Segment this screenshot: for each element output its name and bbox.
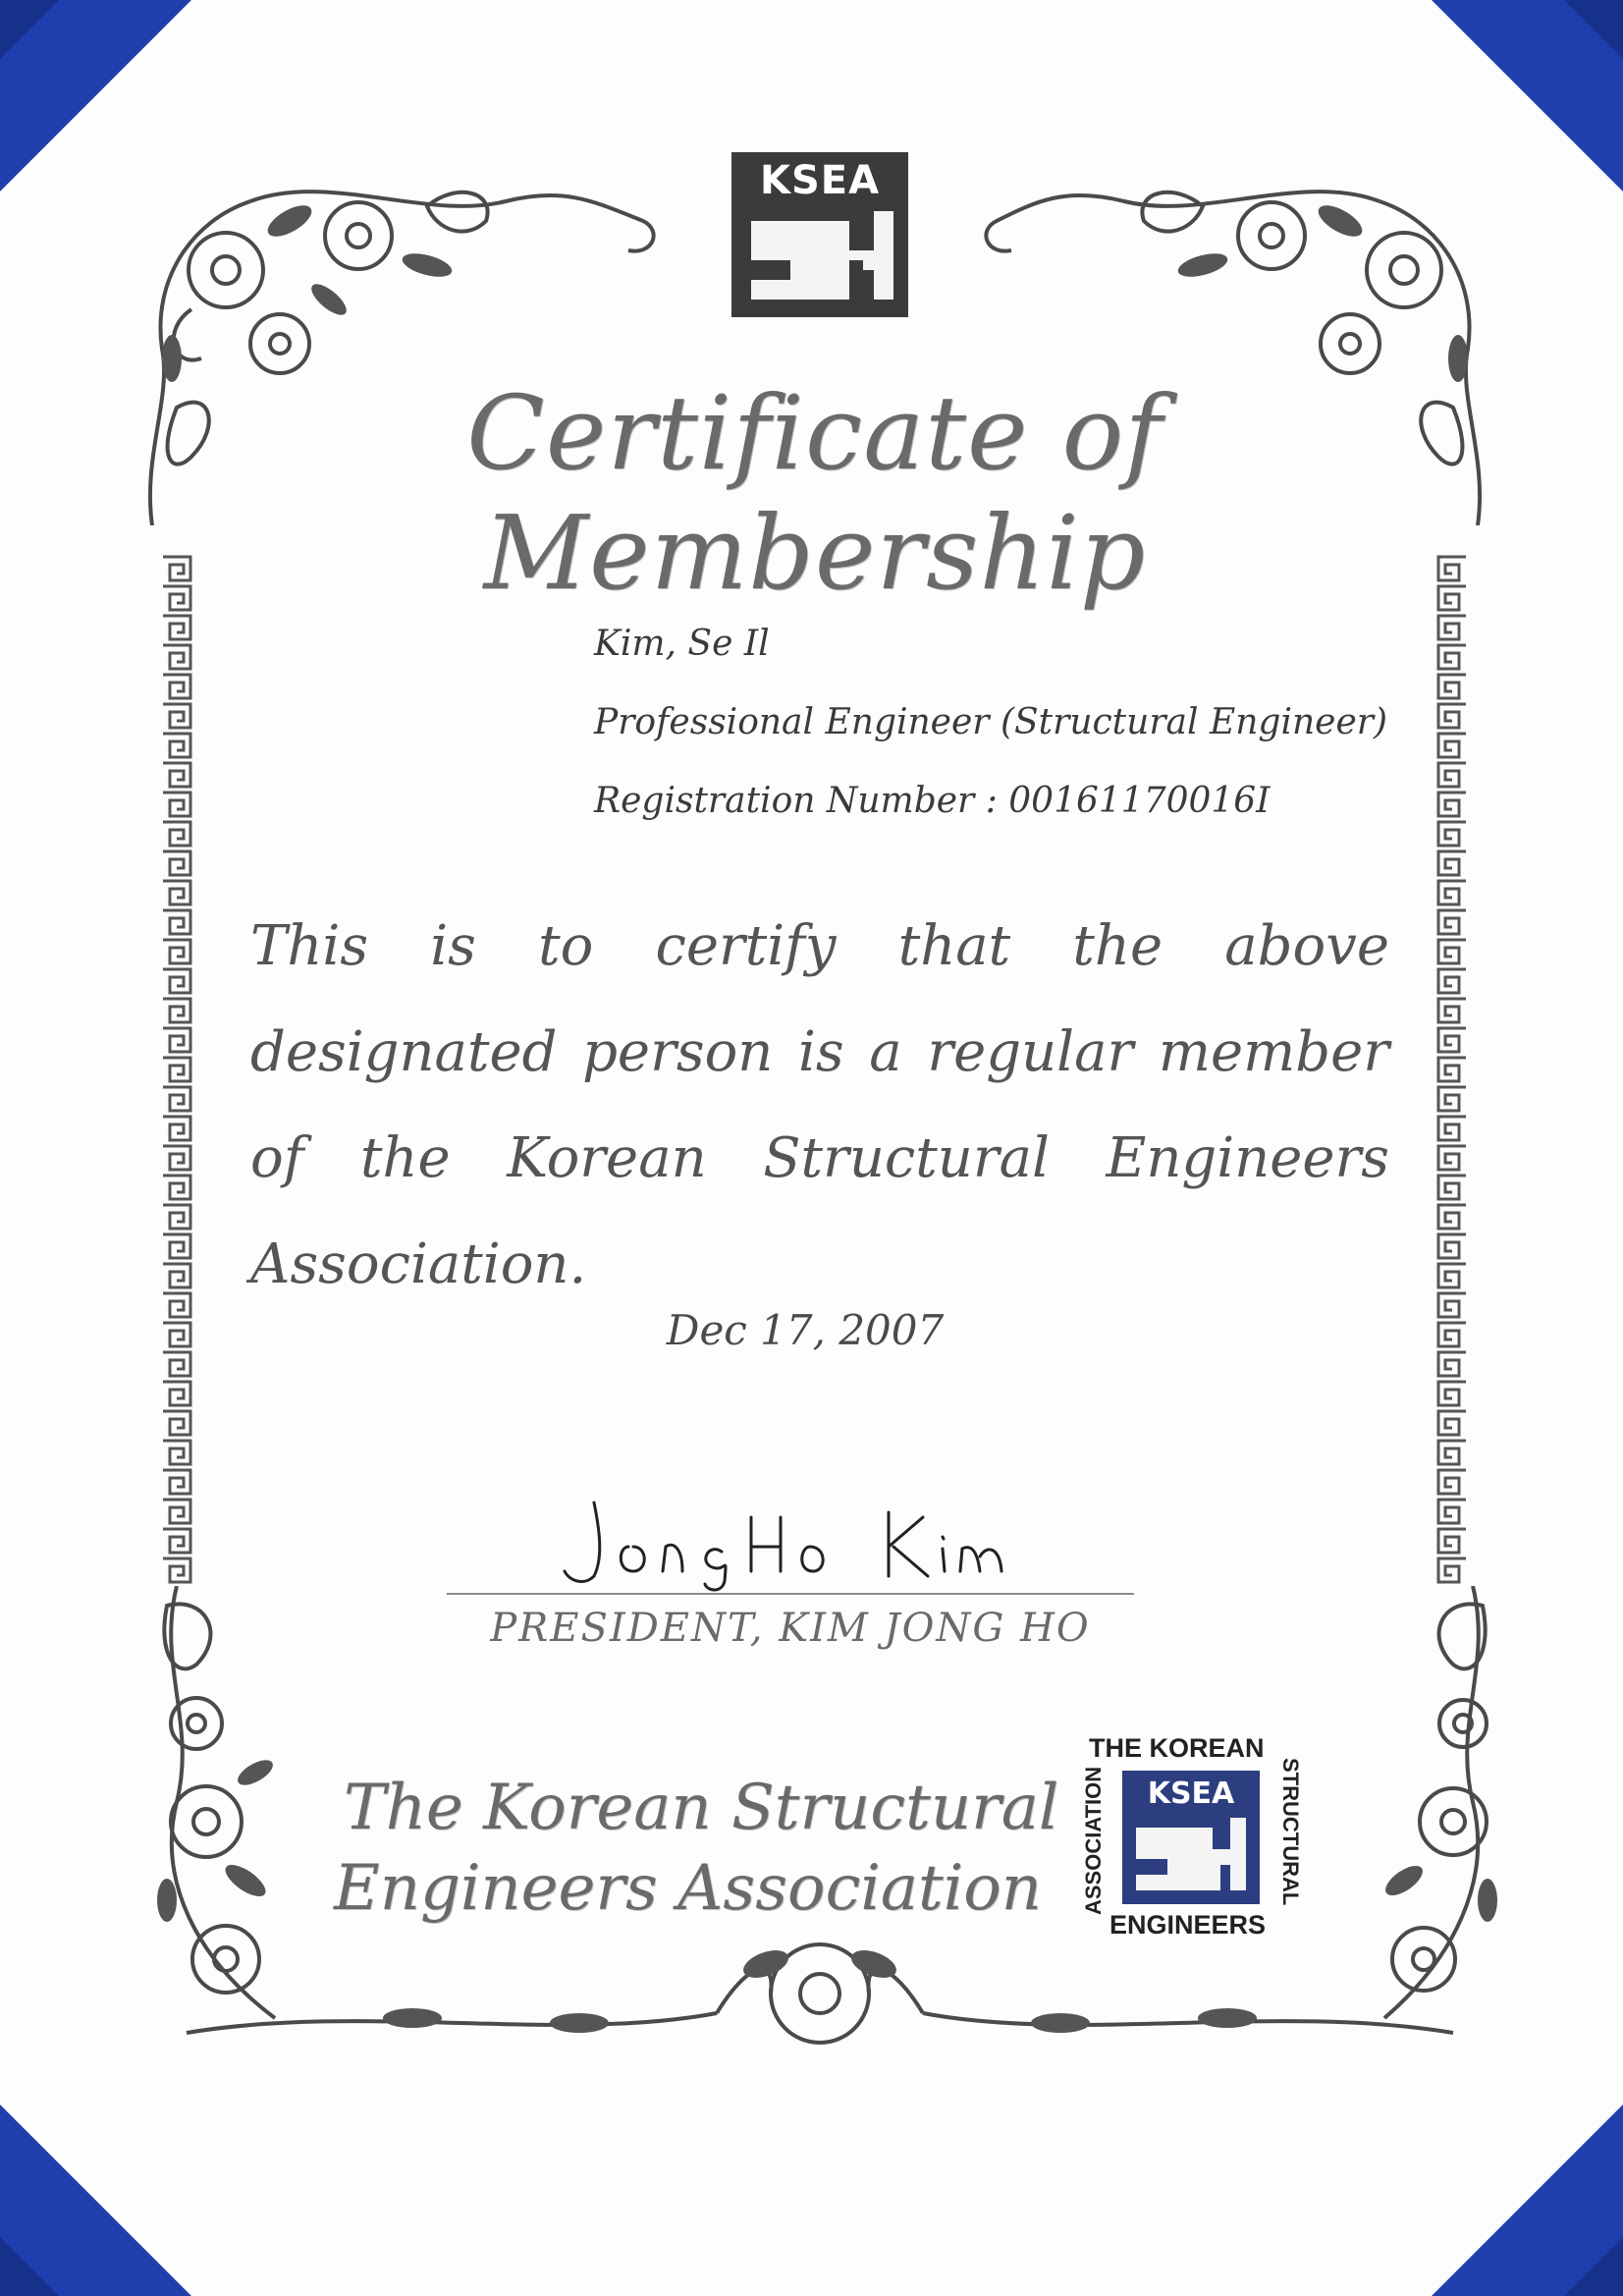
association-name-line-2: Engineers Association xyxy=(334,1852,1042,1925)
ksea-logo-icon xyxy=(731,152,908,317)
member-info xyxy=(594,617,1438,852)
seal-text-left: ASSOCIATION xyxy=(1081,1766,1106,1915)
seal-text-bottom: ENGINEERS xyxy=(1109,1910,1267,1940)
floral-ornament-icon xyxy=(167,1925,1473,2062)
signature-line xyxy=(447,1593,1134,1595)
member-profession: Professional Engineer (Structural Engineer) xyxy=(594,702,1388,742)
registration-number: Registration Number : 00161170016I xyxy=(594,781,1271,821)
seal-text-right: STRUCTURAL xyxy=(1278,1757,1303,1906)
association-seal xyxy=(1081,1733,1303,1940)
greek-key-border-icon xyxy=(1435,555,1469,1586)
member-name: Kim, Se Il xyxy=(594,624,770,664)
association-name xyxy=(334,1768,1060,1929)
certificate-title: Certificate of Membership xyxy=(466,373,1163,613)
greek-key-border-icon xyxy=(160,555,193,1586)
association-name-line-1: The Korean Structural xyxy=(344,1772,1059,1844)
seal-text-top: THE KOREAN xyxy=(1089,1733,1265,1763)
ksea-logo-icon xyxy=(1122,1771,1260,1904)
issue-date: Dec 17, 2007 xyxy=(666,1306,945,1354)
signatory-title: PRESIDENT, KIM JONG HO xyxy=(490,1606,1091,1651)
logo-label: KSEA xyxy=(759,158,881,203)
ribbon-corner-icon xyxy=(0,2041,255,2296)
certification-statement: This is to certify that the above designated person is a regular member of the Korean Structural Engineers Association. xyxy=(250,914,1389,1296)
seal-badge-label: KSEA xyxy=(1147,1777,1235,1811)
ribbon-corner-icon xyxy=(1368,2041,1623,2296)
president-signature xyxy=(550,1488,1060,1596)
